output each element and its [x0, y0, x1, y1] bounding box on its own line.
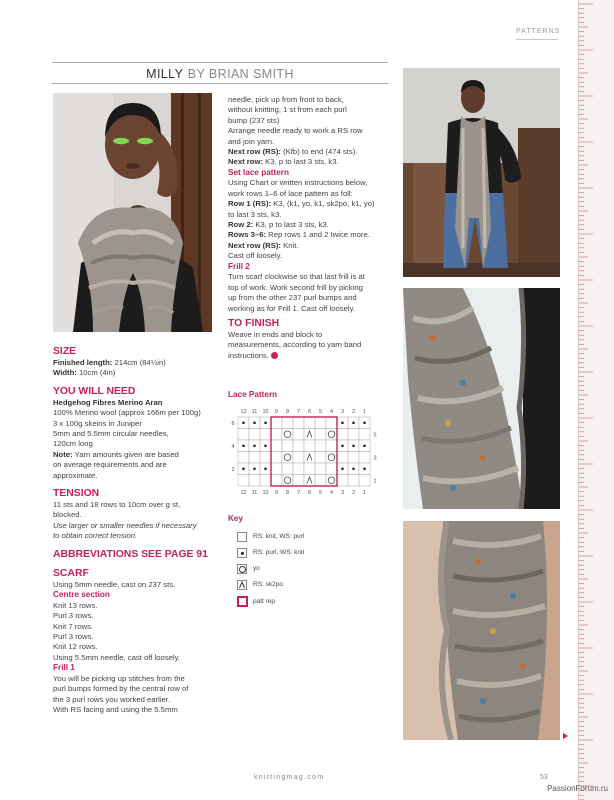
- note-line: on average requirements and are: [53, 460, 167, 470]
- next-row-rs-2: Next row (RS): Knit.: [228, 240, 299, 250]
- purl-dot: [363, 467, 366, 470]
- lace-line: Using Chart or written instructions below,: [228, 178, 368, 188]
- column-1: [53, 345, 221, 715]
- frill2-heading: Frill 2: [228, 261, 250, 271]
- chart-cell: [359, 475, 370, 487]
- chart-cell: [359, 452, 370, 464]
- chart-col-label: 7: [296, 409, 301, 415]
- ruler-strip: [578, 0, 614, 800]
- finish-line: measurements, according to yarn band: [228, 340, 362, 350]
- chart-col-label: 1: [362, 409, 367, 415]
- chart-cell: [359, 429, 370, 441]
- chart-cell: [337, 429, 348, 441]
- frill1-cont: Arrange needle ready to work a RS row: [228, 126, 363, 136]
- pattern-title: [52, 62, 388, 84]
- chart-cell: [260, 475, 271, 487]
- chart-cell: [293, 475, 304, 487]
- chart-col-label: 10: [262, 490, 269, 496]
- lace-chart-svg: [228, 403, 390, 503]
- chart-cell: [315, 429, 326, 441]
- section-underline: [516, 39, 558, 40]
- purl-dot: [341, 421, 344, 424]
- tension-line: blocked.: [53, 510, 82, 520]
- chart-cell: [348, 452, 359, 464]
- frill1-cont: bump (237 sts): [228, 115, 280, 125]
- frill1-cont: needle, pick up from front to back,: [228, 95, 344, 104]
- tension-line: to obtain correct tension.: [53, 531, 138, 541]
- chart-cell: [315, 475, 326, 487]
- chart-cell: [293, 463, 304, 475]
- chart-cell: [304, 440, 315, 452]
- purl-dot: [264, 421, 267, 424]
- rows3-6: Rows 3–6: Rep rows 1 and 2 twice more.: [228, 230, 370, 240]
- chart-cell: [304, 417, 315, 429]
- purl-dot: [253, 467, 256, 470]
- chart-cell: [326, 452, 337, 464]
- lace-line: work rows 1–6 of lace pattern as foll:: [228, 188, 353, 198]
- knit-symbol-icon: [237, 532, 247, 542]
- width: Width: 10cm (4in): [53, 368, 116, 378]
- chart-cell: [271, 463, 282, 475]
- purl-dot: [253, 444, 256, 447]
- chart-cell: [326, 475, 337, 487]
- chart-row-label: 2: [231, 466, 235, 473]
- end-mark-icon: [271, 352, 278, 359]
- chart-col-label: 9: [274, 490, 279, 496]
- chart-cell: [260, 452, 271, 464]
- title-by: BY BRIAN SMITH: [187, 67, 294, 81]
- chart-col-label: 8: [285, 490, 290, 496]
- chart-cell: [282, 452, 293, 464]
- frill1-line: the 3 purl rows you worked earlier.: [53, 694, 171, 704]
- cast-off: Cast off loosely.: [228, 251, 282, 261]
- frill1-heading: Frill 1: [53, 663, 75, 673]
- chart-col-label: 5: [318, 409, 323, 415]
- yarn-line: 120cm long: [53, 439, 93, 449]
- chart-cell: [282, 417, 293, 429]
- scarf-heading: SCARF: [53, 567, 89, 579]
- frill2-line: Turn scarf clockwise so that last frill is at: [228, 272, 365, 282]
- chart-cell: [282, 440, 293, 452]
- chart-cell: [238, 429, 249, 441]
- chart-col-label: 3: [340, 490, 345, 496]
- frill2-line: top of work. Work second frill by picking: [228, 282, 363, 292]
- chart-cell: [315, 417, 326, 429]
- purl-dot: [363, 444, 366, 447]
- chart-row-label: 5: [373, 432, 377, 439]
- purl-dot: [352, 467, 355, 470]
- purl-dot-icon: [237, 548, 247, 558]
- chart-row-label: 3: [373, 455, 377, 462]
- purl-dot: [363, 421, 366, 424]
- chart-cell: [326, 429, 337, 441]
- page-number: 53: [540, 774, 548, 781]
- centre-line: Knit 12 rows.: [53, 642, 98, 652]
- chart-col-label: 11: [251, 490, 258, 496]
- chart-cell: [348, 475, 359, 487]
- centre-line: Knit 7 rows.: [53, 621, 94, 631]
- finished-length: Finished length: 214cm (84¼in): [53, 358, 166, 367]
- to-finish-heading: TO FINISH: [228, 317, 280, 329]
- chart-cell: [271, 475, 282, 487]
- chart-col-label: 11: [251, 409, 258, 415]
- title-main: MILLY: [146, 67, 184, 81]
- abbreviations-heading: ABBREVIATIONS SEE PAGE 91: [53, 548, 208, 560]
- chart-col-label: 8: [285, 409, 290, 415]
- chart-row-label: 6: [231, 420, 235, 427]
- chart-title: Lace Pattern: [228, 390, 278, 399]
- purl-dot: [242, 467, 245, 470]
- chart-row-label: 4: [231, 443, 235, 450]
- finish-line: instructions.: [228, 351, 398, 361]
- key-title: Key: [228, 514, 244, 523]
- set-lace-heading: Set lace pattern: [228, 167, 289, 177]
- row1-cont: to last 3 sts, k3.: [228, 209, 282, 219]
- chart-cell: [271, 452, 282, 464]
- chart-cell: [326, 440, 337, 452]
- frill1-cont: without knitting, 1 st from each purl: [228, 105, 347, 115]
- row1: Row 1 (RS): K3, (k1, yo, k1, sk2po, k1, yo): [228, 199, 375, 209]
- purl-dot: [242, 421, 245, 424]
- yarn-line: 5mm and 5.5mm circular needles,: [53, 429, 169, 439]
- note-line: approximate.: [53, 470, 98, 480]
- chart-cell: [238, 475, 249, 487]
- tension-heading: TENSION: [53, 488, 100, 500]
- column-2: [228, 95, 398, 361]
- chart-cell: [282, 429, 293, 441]
- chart-cell: [249, 475, 260, 487]
- chart-cell: [293, 417, 304, 429]
- section-label: PATTERNS: [516, 28, 561, 35]
- you-will-need-heading: YOU WILL NEED: [53, 385, 136, 397]
- chart-cell: [315, 440, 326, 452]
- ruler-ticks: [579, 0, 614, 800]
- continue-arrow-icon: [563, 733, 568, 739]
- scarf-line: Using 5mm needle, cast on 237 sts.: [53, 579, 176, 589]
- centre-section-heading: Centre section: [53, 590, 110, 600]
- chart-col-label: 9: [274, 409, 279, 415]
- chart-col-label: 2: [351, 490, 356, 496]
- chart-cell: [249, 452, 260, 464]
- chart-col-label: 7: [296, 490, 301, 496]
- scarf-closeup-photo: [403, 288, 560, 509]
- tension-line: 11 sts and 18 rows to 10cm over g st,: [53, 500, 181, 510]
- frill1-line: With RS facing and using the 5.5mm: [53, 704, 178, 714]
- chart-cell: [238, 452, 249, 464]
- chart-col-label: 4: [329, 490, 334, 496]
- purl-dot: [352, 444, 355, 447]
- tension-line: Use larger or smaller needles if necessary: [53, 520, 197, 530]
- chart-col-label: 2: [351, 409, 356, 415]
- chart-cell: [326, 463, 337, 475]
- chart-cell: [271, 440, 282, 452]
- chart-cell: [348, 429, 359, 441]
- lace-chart: [228, 403, 390, 503]
- next-row-rs: Next row (RS): (Kfb) to end (474 sts).: [228, 147, 358, 157]
- yarn-line: 100% Merino wool (approx 166m per 100g): [53, 408, 201, 418]
- centre-line: Purl 3 rows.: [53, 631, 94, 641]
- purl-dot: [264, 467, 267, 470]
- chart-cell: [249, 429, 260, 441]
- chart-col-label: 4: [329, 409, 334, 415]
- chart-cell: [282, 475, 293, 487]
- chart-col-label: 3: [340, 409, 345, 415]
- frill2-line: up from the other 237 purl bumps and: [228, 293, 357, 303]
- yarn-name: Hedgehog Fibres Merino Aran: [53, 397, 163, 407]
- chart-cell: [271, 417, 282, 429]
- chart-cell: [326, 417, 337, 429]
- chart-cell: [315, 452, 326, 464]
- chart-cell: [260, 429, 271, 441]
- chart-cell: [293, 440, 304, 452]
- footer-website: knittingmag.com: [254, 774, 325, 781]
- chart-col-label: 12: [240, 409, 247, 415]
- size-heading: SIZE: [53, 346, 77, 357]
- chart-col-label: 6: [307, 490, 312, 496]
- scarf-texture-photo: [403, 521, 560, 740]
- chart-cell: [337, 475, 348, 487]
- purl-dot: [352, 421, 355, 424]
- sk2po-caret-icon: [237, 580, 247, 590]
- chart-cell: [271, 429, 282, 441]
- chart-cell: [304, 463, 315, 475]
- centre-line: Purl 3 rows.: [53, 611, 94, 621]
- chart-col-label: 12: [240, 490, 247, 496]
- chart-row-label: 1: [373, 478, 377, 485]
- purl-dot: [341, 444, 344, 447]
- finish-line: Weave in ends and block to: [228, 329, 323, 339]
- patt-rep-box-icon: [237, 596, 248, 607]
- frill2-line: working as for Frill 1. Cast off loosely.: [228, 303, 356, 313]
- chart-col-label: 6: [307, 409, 312, 415]
- model-full-photo: [403, 68, 560, 277]
- frill1-cont: and join yarn.: [228, 136, 275, 146]
- chart-cell: [293, 452, 304, 464]
- chart-cell: [282, 463, 293, 475]
- yarn-line: 3 x 100g skeins in Juniper: [53, 418, 142, 428]
- next-row: Next row: K3, p to last 3 sts, k3.: [228, 157, 339, 167]
- frill1-line: purl bumps formed by the central row of: [53, 684, 189, 694]
- chart-cell: [315, 463, 326, 475]
- purl-dot: [341, 467, 344, 470]
- purl-dot: [264, 444, 267, 447]
- note-line: Note: Yarn amounts given are based: [53, 449, 179, 459]
- chart-cell: [293, 429, 304, 441]
- frill1-line: You will be picking up stitches from the: [53, 673, 185, 683]
- chart-cell: [337, 452, 348, 464]
- centre-line: Knit 13 rows.: [53, 600, 98, 610]
- watermark: PassionForum.ru: [547, 784, 608, 793]
- row2: Row 2: K3, p to last 3 sts, k3.: [228, 220, 329, 230]
- chart-col-label: 10: [262, 409, 269, 415]
- chart-col-label: 1: [362, 490, 367, 496]
- centre-line: Using 5.5mm needle, cast off loosely.: [53, 652, 181, 662]
- purl-dot: [242, 444, 245, 447]
- yo-circle-icon: [237, 564, 247, 574]
- purl-dot: [253, 421, 256, 424]
- model-portrait-photo: [53, 93, 212, 332]
- chart-col-label: 5: [318, 490, 323, 496]
